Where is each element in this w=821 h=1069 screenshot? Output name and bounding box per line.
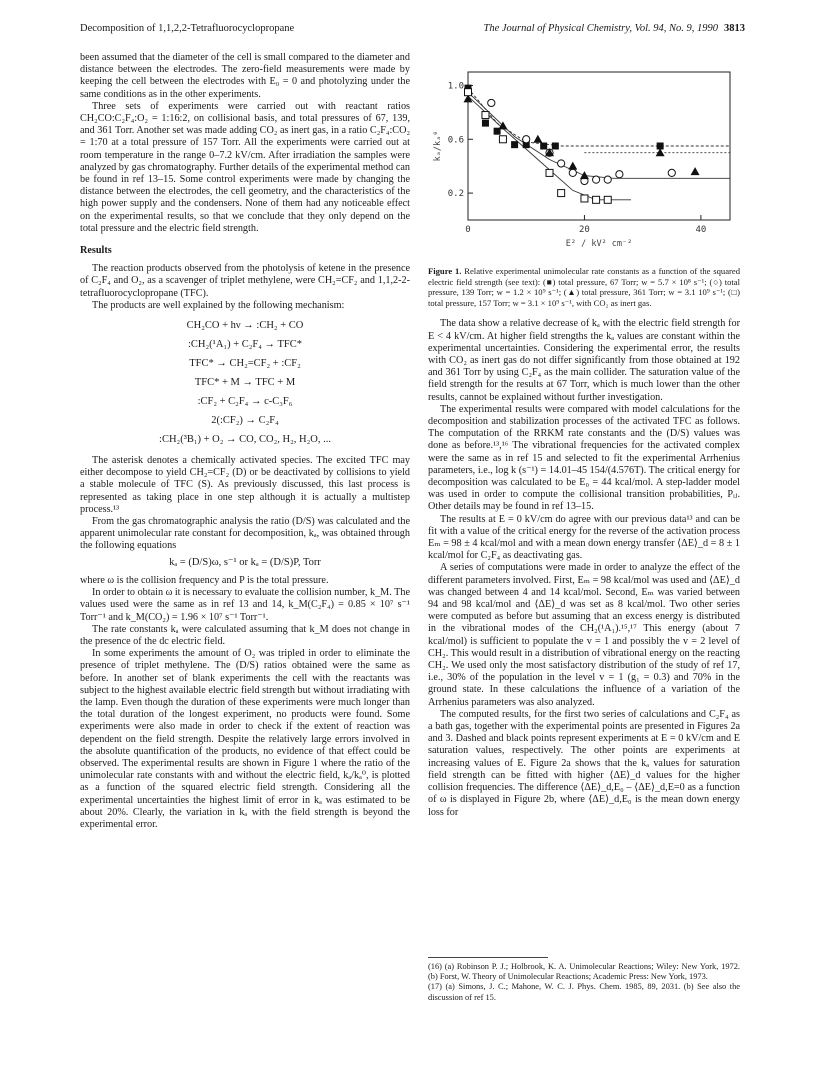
- x-axis-label: E² / kV² cm⁻²: [565, 239, 633, 249]
- paragraph: A series of computations were made in order to analyze the effect of the different parameters involved. First, Eₘ = 98 kcal/mol was used and ⟨ΔE⟩_d was changed between 4 and 14 kcal/mol. Second, Eₘ was varied between 94 and 98 kcal/mol and ⟨ΔE⟩_d was set as 8 kcal/mol. Two other series were computed as before but assuming that an excess energy is distributed in the vibrational modes of the CH₂(¹A₁).¹⁵,¹⁷ This energy (about 7 kcal/mol) is sufficient to populate the v = 1 and possibly the v = 2 level of CH₂. This would result in a distribution of vibrational energy on the reacting CH₂. We used only the most satisfactory distribution of the study of ref 17, i.e., 30% of the population in the level v = 1 (g₁ = 0.3) and 70% in the ground state. In these calculations the influence of a variation of the Arrhenius parameters was also analyzed.: [428, 562, 740, 708]
- data-point-filled-triangle: [568, 162, 577, 170]
- paragraph: The rate constants kₐ were calculated assuming that k_M does not change in the presence of the dc electric field.: [80, 623, 410, 647]
- paragraph: The asterisk denotes a chemically activated species. The excited TFC may either decompose to yield CH₂=CF₂ (D) or be deactivated by collisions to yield a stable molecule of TFC (S). As previously discussed, this last process is represented as taking place in one step although it is actually a multistep process.¹³: [80, 455, 410, 515]
- data-point-open-square: [604, 196, 611, 203]
- footnote-rule: [428, 957, 548, 958]
- data-point-open-square: [581, 195, 588, 202]
- data-point-open-circle: [523, 136, 530, 143]
- data-point-filled-square: [540, 143, 547, 150]
- paragraph: The reaction products observed from the photolysis of ketene in the presence of C₂F₄ and O₂, as a scavenger of triplet methylene, were CH₂=CF₂ and 1,1,2-2-tetrafluorocyclopropane (TFC).: [80, 263, 410, 299]
- reference-17: (17) (a) Simons, J. C.; Mahone, W. C. J. Phys. Chem. 1985, 89, 2031. (b) See also the discussion of ref 15.: [428, 982, 740, 1002]
- data-point-open-circle: [558, 160, 565, 167]
- mechanism-step: :CF₂ + C₂F₄ → c-C₃F₆: [197, 396, 293, 408]
- data-point-open-square: [593, 196, 600, 203]
- paragraph: where ω is the collision frequency and P is the total pressure.: [80, 574, 329, 586]
- y-tick-label: 0.2: [447, 189, 464, 200]
- right-column: [428, 52, 740, 819]
- data-point-filled-square: [482, 120, 489, 127]
- data-point-filled-triangle: [691, 167, 700, 175]
- paragraph: The results at E = 0 kV/cm do agree with our previous data¹³ and can be fit with a value of the critical energy for the reverse of the activation process Eₘ = 98 ± 4 kcal/mol and with a mean down energy transfer ⟨ΔE⟩_d = 8 ± 1 kcal/mol for C₂F₄ as deactivating gas.: [428, 513, 740, 562]
- reference-16: (16) (a) Robinson P. J.; Holbrook, K. A. Unimolecular Reactions; Wiley: New York, 1972. (b) Forst, W. Theory of Unimolecular Reactions; Academic Press: New York, 1973.: [428, 962, 740, 982]
- data-point-open-circle: [668, 169, 675, 176]
- mechanism-step: TFC* + M → TFC + M: [194, 377, 296, 389]
- paragraph: The experimental results were compared with model calculations for the decomposition and stabilization processes of the activated TFC as follows. The computation of the RRKM rate constants and the (D/S) values was done as before.¹³,¹⁶ The vibrational frequencies for the activated complex were the same as in ref 15 and selected to fit the experimental Arrhenius parameters, i.e., log k (s⁻¹) = 14.01–45 154/(4.576T). The critical energy for decomposition was calculated to be E₀ = 44 kcal/mol. A step-ladder model was used in order to compute the collisional transition probabilities, Pᵢⱼ. Other details may be found in ref 13–15.: [428, 403, 740, 513]
- mechanism-step: CH₂CO + hν → :CH₂ + CO: [186, 320, 304, 332]
- paragraph: The products are well explained by the following mechanism:: [92, 299, 345, 311]
- curve-157-torr: [468, 96, 631, 200]
- paragraph: In order to obtain ω it is necessary to evaluate the collision number, k_M. The values used were the same as in ref 13 and 14, k_M(C₂F₄) = 0.85 × 10⁷ s⁻¹ Torr⁻¹ and k_M(CO₂) = 1.96 × 10⁷ s⁻¹ Torr⁻¹.: [80, 587, 410, 623]
- paragraph: In some experiments the amount of O₂ was tripled in order to eliminate the presence of triplet methylene. The (D/S) ratios obtained were the same as before. In another set of blank experiments the cell with the reactants was subject to the highest available electric field strength but without irradiating with the lamp. Even though the duration of these experiments were much longer than the total duration of the longest experiment, no products were found. Some experiments were also made in order to check if the extent of reaction was dependent on the field strength. Despite the relatively large errors involved in the absolute quantification of the products, no evidence of that effect could be observed. The experimental results are shown in Figure 1 where the ratio of the unimolecular rate constants with and without the electric field, kₐ/kₐ⁰, is plotted as a function of the squared electric field strength. Considering all the experimental uncertainties the highest limit of error in kₐ was estimated to be about 20%. Clearly, the variation in kₐ with the field strength is beyond the experimental error.: [80, 648, 410, 830]
- mechanism-step: TFC* → CH₂=CF₂ + :CF₂: [189, 358, 301, 370]
- data-point-filled-square: [552, 143, 559, 150]
- paragraph: From the gas chromatographic analysis the ratio (D/S) was calculated and the apparent unimolecular rate constant for decomposition, kₐ, was obtained through the following equations: [80, 516, 410, 552]
- data-point-open-circle: [488, 99, 495, 106]
- x-tick-label: 40: [695, 225, 707, 235]
- section-heading-results: Results: [80, 245, 112, 257]
- paragraph: been assumed that the diameter of the cell is small compared to the diameter and distance between the electrodes. The zero-field measurements were made by keeping the cell between the electrodes with E₀ = 0 and photolyzing under the same conditions as in the other experiments.: [80, 52, 410, 100]
- curve-67-torr: [468, 88, 730, 146]
- references: [428, 962, 740, 1003]
- data-point-open-square: [499, 136, 506, 143]
- running-header-title: Decomposition of 1,1,2,2-Tetrafluorocyclopropane: [80, 23, 295, 34]
- chart-marks: [464, 85, 731, 204]
- x-tick-label: 20: [579, 225, 590, 235]
- data-point-open-square: [546, 169, 553, 176]
- figure-1-chart: [428, 52, 740, 264]
- mechanism-step: 2(:CF₂) → C₂F₄: [211, 415, 279, 427]
- rate-constant-equation: kₐ = (D/S)ω, s⁻¹ or kₐ = (D/S)P, Torr: [169, 556, 321, 568]
- data-point-open-circle: [604, 176, 611, 183]
- figure-1-caption: [428, 266, 740, 308]
- y-axis-label: kₐ/kₐ⁰: [433, 130, 443, 162]
- chart-axes: [433, 72, 730, 249]
- data-point-filled-triangle: [533, 135, 542, 143]
- left-column: [80, 52, 410, 831]
- running-header-journal: [484, 23, 746, 34]
- caption-label: Figure 1.: [428, 266, 462, 276]
- paragraph: The data show a relative decrease of kₐ with the electric field strength for E < 4 kV/cm. At higher field strengths the kₐ values are constant within the experimental uncertainties. Considering the experimental error, the results with CO₂ as inert gas do not differ significantly from those obtained at 192 and 361 Torr by using C₂F₄ as the main collider. The saturation value of the field strength for the results at 67 Torr, which is much lower than the other results, cannot be explained without further investigation.: [428, 318, 740, 403]
- data-point-open-circle: [569, 169, 576, 176]
- page-number: 3813: [724, 23, 745, 34]
- mechanism-step: :CH₂(¹A₁) + C₂F₄ → TFC*: [188, 339, 302, 351]
- data-point-open-square: [558, 190, 565, 197]
- journal-citation: The Journal of Physical Chemistry, Vol. 94, No. 9, 1990: [483, 23, 718, 34]
- data-point-open-square: [482, 112, 489, 119]
- figure-1: [428, 52, 740, 264]
- mechanism-equations: [80, 316, 410, 449]
- mechanism-step: :CH₂(³B₁) + O₂ → CO, CO₂, H₂, H₂O, ...: [159, 434, 331, 446]
- data-point-filled-square: [511, 141, 518, 148]
- data-point-open-circle: [592, 176, 599, 183]
- paragraph: Three sets of experiments were carried out with reactant ratios CH₂CO:C₂F₄:O₂ = 1:16:2, on collisional basis, and total pressures of 67, 139, and 361 Torr. Another set was made adding CO₂ as inert gas, in a ratio C₂F₄:CO₂ = 1:70 at a total pressure of 157 Torr. All the experiments were carried out at room temperature in the range 0–7.2 kV/cm. After irradiation the samples were analyzed by gas chromatography. Further details of the experimental method can be found in ref 13–15. Some control experiments were made by changing the distance between the electrodes, the cell geometry, and the characteristics of the high power supply and the condensers. None of them had any noticeable effect on the experimental results, so that we conclude that they only depend on the total pressure and the electric field strength.: [80, 100, 410, 234]
- x-tick-label: 0: [465, 225, 471, 235]
- y-tick-label: 1.0: [447, 81, 464, 92]
- data-point-open-square: [465, 89, 472, 96]
- caption-text: Relative experimental unimolecular rate constants as a function of the squared electric field strength (see text): (■) total pressure, 67 Torr; w = 5.7 × 10⁸ s⁻¹; (○) total pressure, 139 Torr; w = 1.2 × 10⁹ s⁻¹; (▲) total pressure, 361 Torr; w = 3.1 10⁹ s⁻¹; (□) total pressure, 157 Torr; w = 3.1 × 10⁹ s⁻¹, with CO₂ as inert gas.: [428, 266, 741, 308]
- data-point-filled-triangle: [580, 171, 589, 179]
- data-point-open-circle: [616, 171, 623, 178]
- y-tick-label: 0.6: [447, 135, 464, 146]
- curve-361-torr: [468, 92, 730, 178]
- paragraph: The computed results, for the first two series of calculations and C₂F₄ as a bath gas, together with the experimental points are presented in Figures 2a and 3. Dashed and black points represent experiments at E = 0 kV/cm and E saturation values, respectively. The other points are experiments at increasing values of E. Figure 2a shows that the kₐ values for saturation field strength can be fitted with higher ⟨ΔE⟩_d values for the higher collision frequencies. The difference ⟨ΔE⟩_d,E₀ – ⟨ΔE⟩_d,E=0 as a function of ω is displayed in Figure 2b, where ⟨ΔE⟩_d,E₀ is the mean down energy loss for: [428, 708, 740, 818]
